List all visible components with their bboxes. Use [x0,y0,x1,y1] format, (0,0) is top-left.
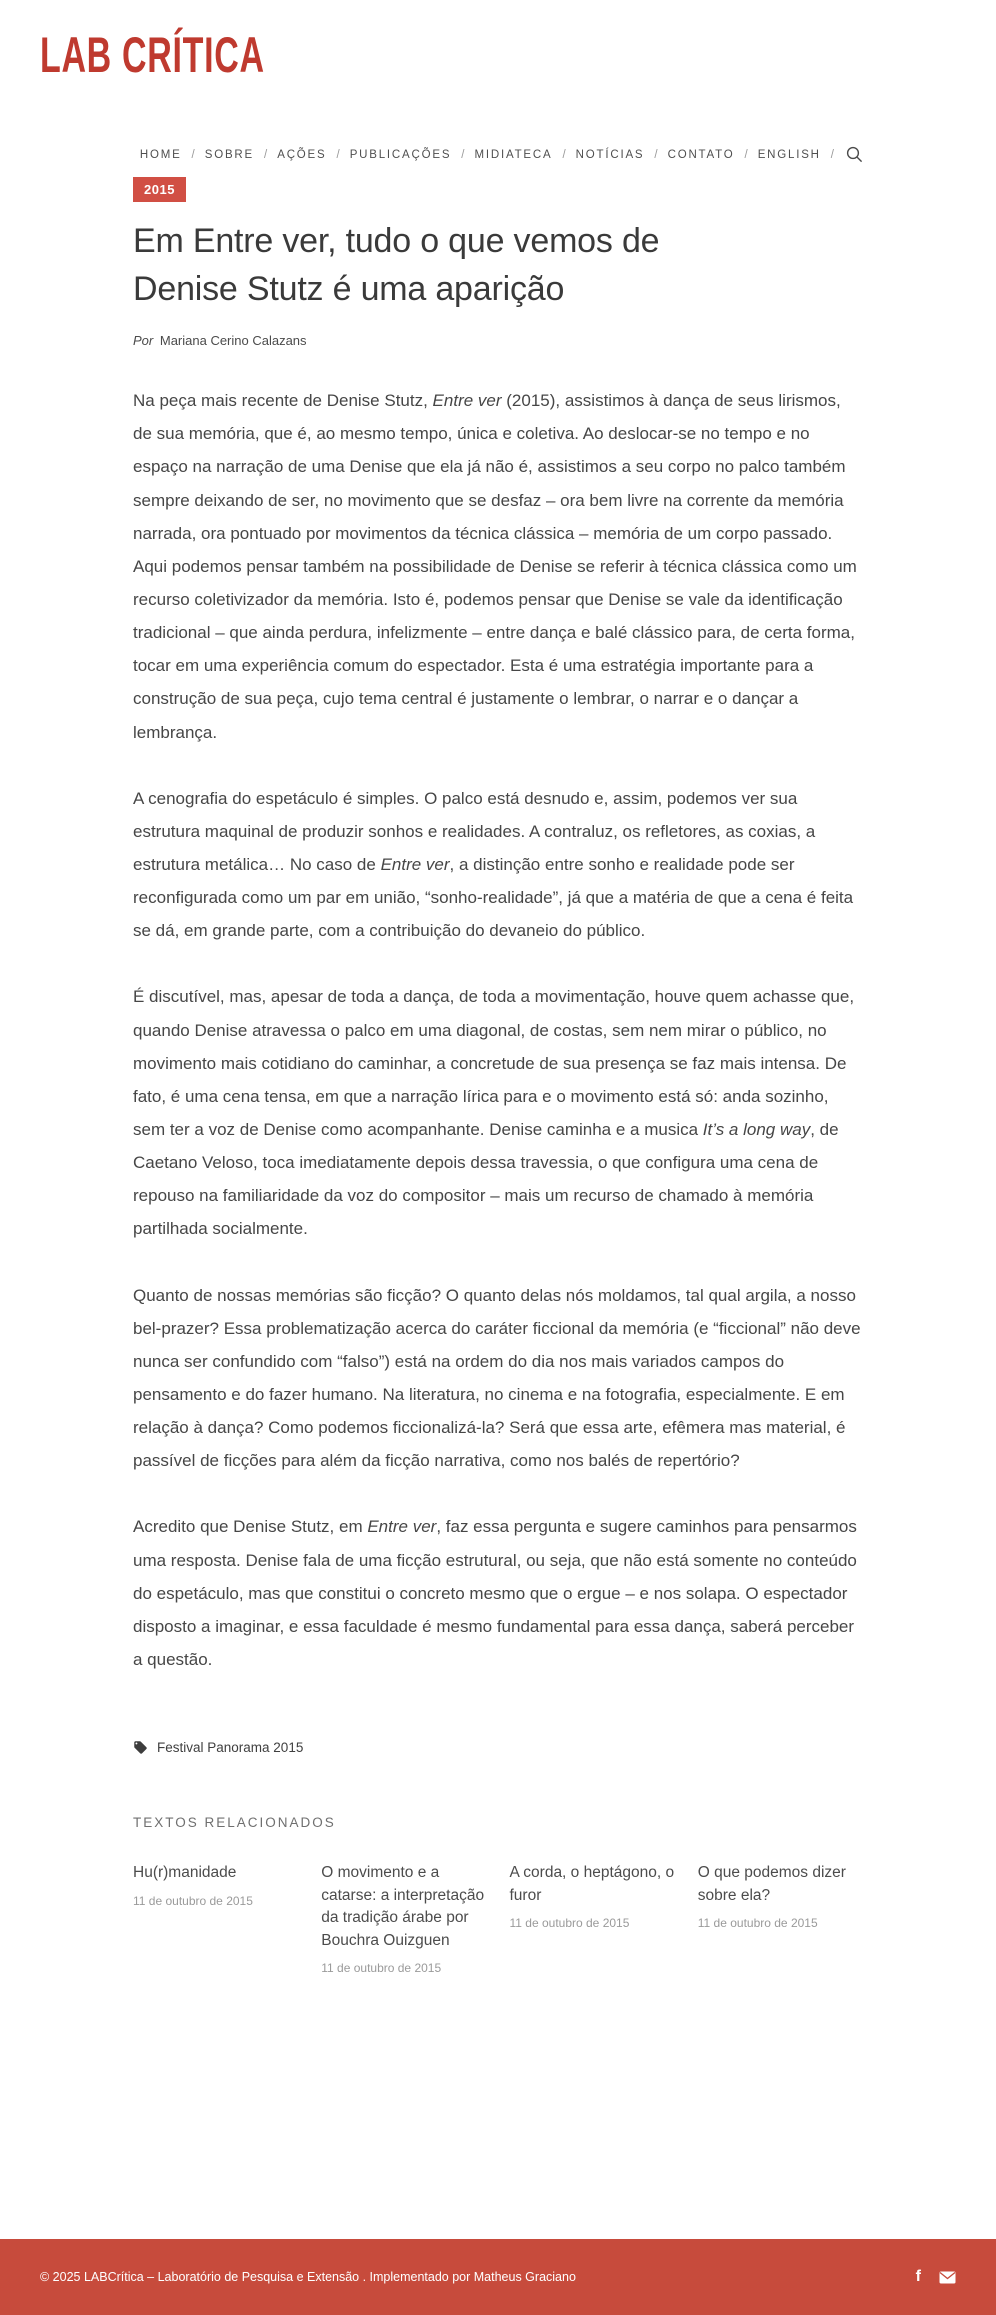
nav-separator: / [830,148,834,161]
site-logo[interactable]: LAB CRÍTICA [40,27,265,83]
article-paragraph: Na peça mais recente de Denise Stutz, Entre ver (2015), assistimos à dança de seus lirismos, de sua memória, que é, ao mesmo tempo, única e coletiva. Ao deslocar-se no tempo e no espaço na narração de uma Denise que ela já não é, assistimos a seu corpo no palco também sempre deixando de ser, no movimento que se desfaz – ora bem livre na corrente da memória narrada, ora pontuado por movimentos da técnica clássica – memória de um corpo passado. Aqui podemos pensar também na possibilidade de Denise se referir à técnica clássica como um recurso coletivizador da memória. Isto é, podemos pensar que Denise se vale da identificação tradicional – que ainda perdura, infelizmente – entre dança e balé clássico para, de certa forma, tocar em uma experiência comum do espectador. Esta é uma estratégia importante para a construção de sua peça, cujo tema central é justamente o lembrar, o narrar e o dançar a lembrança. [133,391,857,742]
article-paragraph: É discutível, mas, apesar de toda a dança, de toda a movimentação, houve quem achasse que, quando Denise atravessa o palco em uma diagonal, de costas, sem nem mirar o público, no movimento mais cotidiano do caminhar, a concretude de sua presença se faz mais intensa. De fato, é uma cena tensa, em que a narração lírica para e o movimento está só: anda sozinho, sem ter a voz de Denise como acompanhante. Denise caminha e a musica It’s a long way, de Caetano Veloso, toca imediatamente depois dessa travessia, o que configura uma cena de repouso na familiaridade da voz do compositor – mais um recurso de chamado à memória partilhada socialmente. [133,987,855,1239]
nav-separator: / [744,148,748,161]
related-title-link[interactable]: Hu(r)manidade [133,1864,237,1882]
search-icon [846,146,863,163]
related-item [698,1862,863,1930]
nav-separator: / [264,148,268,161]
related-title-link[interactable]: O que podemos dizer sobre ela? [697,1864,846,1904]
related-item [321,1862,486,1975]
related-date: 11 de outubro de 2015 [133,1893,253,1908]
site-header [0,0,996,84]
nav-item-midiateca[interactable]: MIDIATECA [474,148,553,161]
related-date: 11 de outubro de 2015 [697,1916,818,1931]
related-heading: TEXTOS RELACIONADOS [133,1815,336,1831]
nav-links [140,149,844,161]
footer-copyright: © 2025 LABCrítica – Laboratório de Pesquisa e Extensão . Implementado por Matheus Graciano [40,2270,576,2284]
content-column [133,146,863,1975]
tag-row [133,1740,863,1755]
main-nav [133,146,863,163]
nav-separator: / [562,148,566,161]
related-item [510,1862,675,1930]
nav-item-sobre[interactable]: SOBRE [204,148,255,161]
nav-item-contato[interactable]: CONTATO [667,148,735,161]
related-title-link[interactable]: O movimento e a catarse: a interpretação da tradição árabe por Bouchra Ouizguen [321,1864,485,1949]
nav-item-home[interactable]: HOME [139,148,182,161]
nav-separator: / [654,148,658,161]
article-body [133,384,863,1676]
nav-item-ações[interactable]: AÇÕES [277,148,327,161]
year-badge[interactable]: 2015 [133,177,186,202]
footer-social-icons [916,2269,956,2285]
related-date: 11 de outubro de 2015 [321,1960,442,1975]
nav-separator: / [461,148,465,161]
search-button[interactable] [846,146,863,163]
nav-separator: / [191,148,195,161]
tag-link[interactable]: Festival Panorama 2015 [157,1740,304,1756]
article-byline [133,333,863,348]
related-item [133,1862,298,1907]
article-paragraph: Quanto de nossas memórias são ficção? O quanto delas nós moldamos, tal qual argila, a nosso bel-prazer? Essa problematização acerca do caráter ficcional da memória (e “ficcional” não deve nunca ser confundido com “falso”) está na ordem do dia nos mais variados campos do pensamento e do fazer humano. Na literatura, no cinema e na fotografia, especialmente. E em relação à dança? Como podemos ficcionalizá-la? Será que essa arte, efêmera mas material, é passível de ficções para além da ficção narrativa, como nos balés de repertório? [133,1285,861,1471]
related-grid [133,1862,863,1975]
email-icon[interactable] [939,2271,956,2284]
facebook-icon[interactable]: f [915,2268,921,2285]
tag-icon [133,1740,148,1755]
nav-item-english[interactable]: ENGLISH [757,148,821,161]
article-paragraph: Acredito que Denise Stutz, em Entre ver, faz essa pergunta e sugere caminhos para pensarmos uma resposta. Denise fala de uma ficção estrutural, ou seja, que não está somente no conteúdo do espetáculo, mas que constitui o concreto mesmo que o ergue – e nos solapa. O espectador disposto a imaginar, e essa faculdade é mesmo fundamental para essa dança, saberá perceber a questão. [133,1517,857,1669]
nav-item-publicações[interactable]: PUBLICAÇÕES [349,148,452,161]
author-name: Mariana Cerino Calazans [159,333,307,349]
nav-separator: / [336,148,340,161]
article-title: Em Entre ver, tudo o que vemos de Denise Stutz é uma aparição [133,222,660,308]
related-title-link[interactable]: A corda, o heptágono, o furor [509,1864,675,1904]
site-footer [0,2239,996,2315]
byline-prefix: Por [133,333,154,349]
nav-item-notícias[interactable]: NOTÍCIAS [575,148,645,161]
article-paragraph: A cenografia do espetáculo é simples. O palco está desnudo e, assim, podemos ver sua estrutura maquinal de produzir sonhos e realidades. A contraluz, os refletores, as coxias, a estrutura metálica… No caso de Entre ver, a distinção entre sonho e realidade pode ser reconfigurada como um par em união, “sonho-realidade”, já que a matéria de que a cena é feita se dá, em grande parte, com a contribuição do devaneio do público. [133,788,854,941]
related-date: 11 de outubro de 2015 [509,1916,630,1931]
